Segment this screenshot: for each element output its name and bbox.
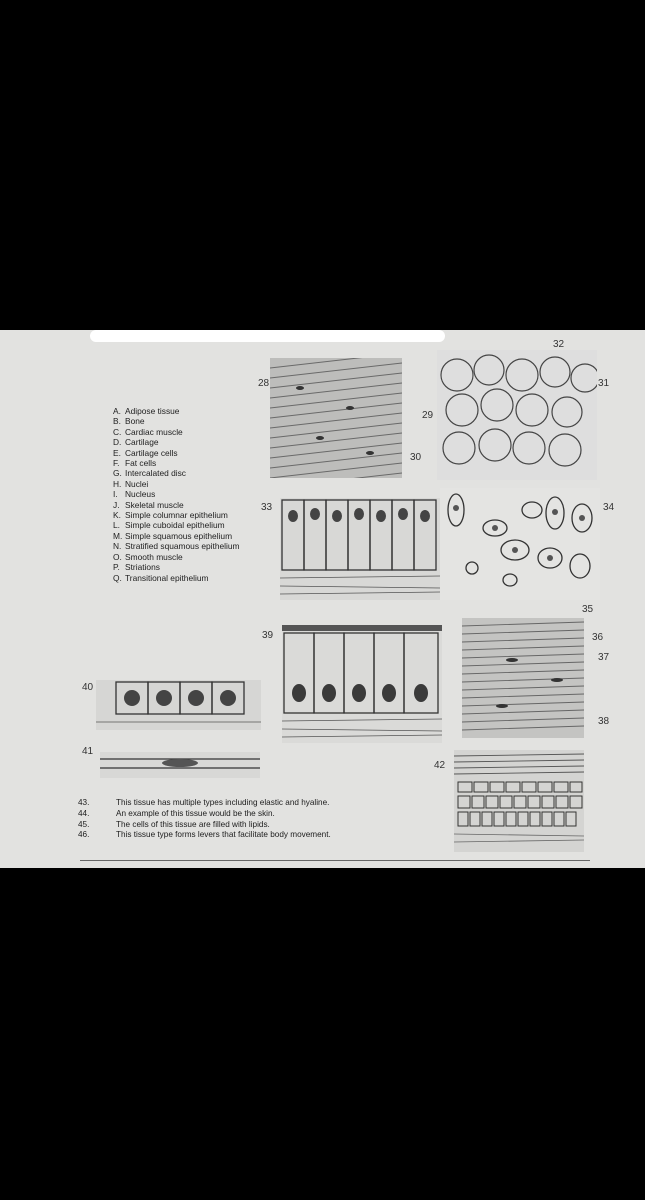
question-item: 44. An example of this tissue would be the skin. bbox=[78, 808, 275, 818]
stratified-squamous-epithelium-figure bbox=[454, 750, 584, 852]
key-item: P. Striations bbox=[113, 562, 160, 573]
key-item: J. Skeletal muscle bbox=[113, 499, 184, 510]
answer-key-list bbox=[113, 406, 240, 583]
key-item: D. Cartilage bbox=[113, 437, 159, 448]
key-item: I. Nucleus bbox=[113, 489, 156, 500]
key-item: H. Nuclei bbox=[113, 478, 149, 489]
key-item: N. Stratified squamous epithelium bbox=[113, 541, 240, 552]
cartilage-figure bbox=[440, 488, 600, 600]
key-item: B. Bone bbox=[113, 416, 145, 427]
key-item: E. Cartilage cells bbox=[113, 447, 178, 458]
label-32: 32 bbox=[553, 339, 565, 350]
question-item: 46. This tissue type forms levers that facilitate body movement. bbox=[78, 830, 331, 840]
label-39: 39 bbox=[262, 630, 274, 641]
key-item: A. Adipose tissue bbox=[113, 406, 180, 416]
key-item: F. Fat cells bbox=[113, 458, 157, 469]
label-31: 31 bbox=[598, 378, 610, 389]
label-41: 41 bbox=[82, 746, 94, 757]
label-34: 34 bbox=[603, 502, 615, 513]
key-item: G. Intercalated disc bbox=[113, 468, 186, 479]
key-item: L. Simple cuboidal epithelium bbox=[113, 520, 225, 531]
label-37: 37 bbox=[598, 652, 610, 663]
key-item: C. Cardiac muscle bbox=[113, 426, 183, 437]
label-42: 42 bbox=[434, 760, 446, 771]
question-item: 45. The cells of this tissue are filled with lipids. bbox=[78, 819, 270, 829]
label-33: 33 bbox=[261, 502, 273, 513]
label-40: 40 bbox=[82, 682, 94, 693]
adipose-tissue-figure bbox=[437, 350, 597, 480]
simple-columnar-cells-figure bbox=[282, 625, 442, 743]
key-item: K. Simple columnar epithelium bbox=[113, 510, 228, 521]
divider bbox=[80, 860, 590, 861]
label-30: 30 bbox=[410, 452, 422, 463]
question-item: 43. This tissue has multiple types including elastic and hyaline. bbox=[78, 798, 330, 807]
label-36: 36 bbox=[592, 632, 604, 643]
key-item: M. Simple squamous epithelium bbox=[113, 530, 233, 541]
skeletal-muscle-figure bbox=[270, 358, 402, 478]
label-38: 38 bbox=[598, 716, 610, 727]
simple-cuboidal-epithelium-figure bbox=[96, 680, 261, 730]
simple-squamous-epithelium-figure bbox=[100, 752, 260, 778]
cardiac-muscle-figure bbox=[462, 618, 584, 738]
label-29: 29 bbox=[422, 410, 434, 421]
label-28: 28 bbox=[258, 378, 270, 389]
key-item: Q. Transitional epithelium bbox=[113, 572, 209, 583]
key-item: O. Smooth muscle bbox=[113, 551, 183, 562]
question-list bbox=[78, 798, 331, 841]
simple-columnar-epithelium-figure bbox=[280, 498, 440, 600]
label-35: 35 bbox=[582, 604, 594, 615]
redaction-bar bbox=[90, 330, 445, 342]
